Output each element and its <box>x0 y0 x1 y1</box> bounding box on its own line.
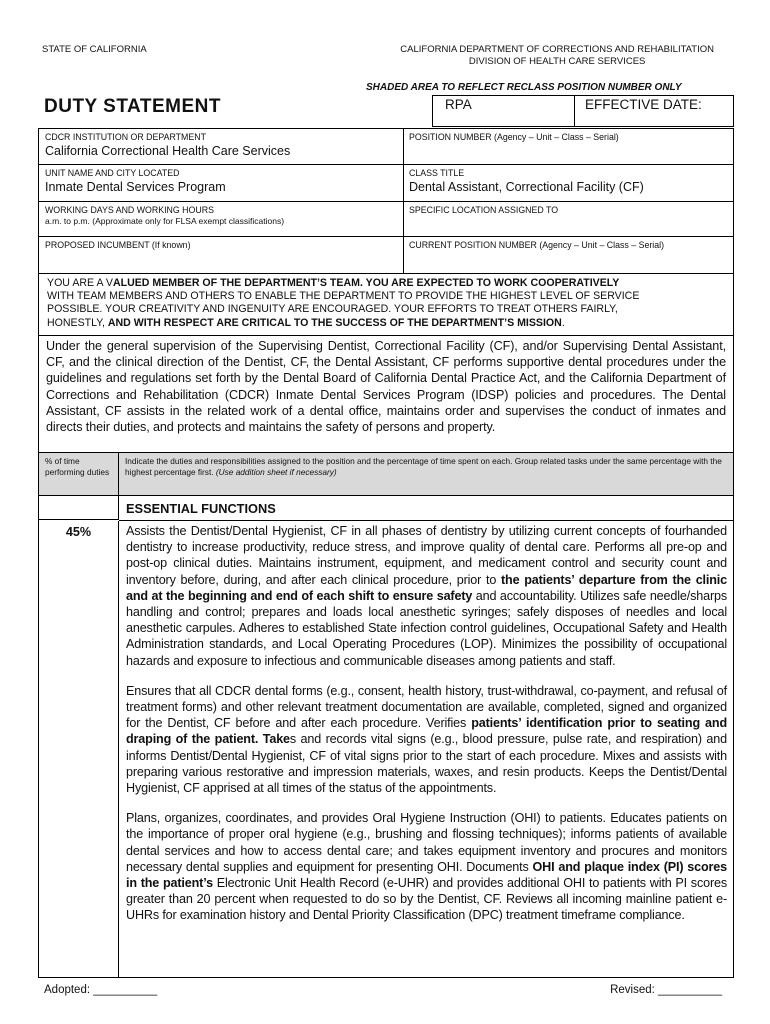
percent-value: 45% <box>65 525 92 539</box>
unit-label: UNIT NAME AND CITY LOCATED <box>45 168 180 178</box>
institution-value: California Correctional Health Care Services <box>45 144 291 158</box>
team-line-4: HONESTLY, AND WITH RESPECT ARE CRITICAL TO THE SUCCESS OF THE DEPARTMENT’S MISSION. <box>47 316 565 329</box>
duty-paragraph-3: Plans, organizes, coordinates, and provides Oral Hygiene Instruction (OHI) to patients. Educates patients on the importance of proper oral hygiene (e.g., brushing and flossing techniques); informs patients of available dental services and how to access dental care; and takes equipment inventory and procures and monitors necessary dental supplies and equipment for presenting OHI. Documents OHI and plaque index (PI) scores in the patient’s Electronic Unit Health Record (e-UHR) and provides additional OHI to patients with PI scores greater than 20 percent when requested to do so by the Dentist, CF. Reviews all incoming mainline patient e-UHRs for examination history and Dental Priority Classification (DPC) treatment timeframe compliance. <box>126 811 727 923</box>
percent-time-header: % of time performing duties <box>39 453 119 495</box>
form-row-incumbent <box>39 237 733 274</box>
class-title-label: CLASS TITLE <box>409 168 465 178</box>
form-row-unit <box>39 165 733 202</box>
institution-field[interactable] <box>39 129 404 164</box>
duties-header-row <box>39 453 733 496</box>
division-name: DIVISION OF HEALTH CARE SERVICES <box>468 56 646 67</box>
effective-date-field[interactable]: EFFECTIVE DATE: <box>574 95 734 127</box>
shaded-area-note: SHADED AREA TO REFLECT RECLASS POSITION NUMBER ONLY <box>366 82 682 93</box>
team-statement <box>39 274 733 336</box>
unit-value: Inmate Dental Services Program <box>45 180 226 194</box>
percent-cell-empty <box>39 496 119 520</box>
essential-functions-row <box>39 521 733 977</box>
duties-instructions: Indicate the duties and responsibilities assigned to the position and the percentage of time spent on each. Group related tasks under the same percentage with the highest percentage first. (Use addition sheet if necessary) <box>125 456 722 477</box>
class-title-field[interactable] <box>404 165 733 201</box>
form-row-institution <box>39 129 733 165</box>
state-header: STATE OF CALIFORNIA <box>42 44 147 55</box>
working-hours-note: a.m. to p.m. (Approximate only for FLSA exempt classifications) <box>45 216 285 226</box>
team-line-1: YOU ARE A VALUED MEMBER OF THE DEPARTMENT’S TEAM. YOU ARE EXPECTED TO WORK COOPERATIVELY <box>47 277 620 289</box>
class-title-value: Dental Assistant, Correctional Facility (CF) <box>409 180 644 194</box>
duty-paragraph-1: Assists the Dentist/Dental Hygienist, CF in all phases of dentistry by utilizing current concepts of fourhanded dentistry to increase productivity, reduce stress, and improve quality of dental care. Performs all pre-op and post-op clinical duties. Maintains instrument, equipment, and medicament control and security count and inventory before, during, and after each clinical procedure, prior to the patients’ departure from the clinic and at the beginning and end of each shift to ensure safety and accountability. Utilizes safe needle/sharps handling and control; prepares and loads local anesthetic syringes; safely disposes of needles and local anesthetic carpules. Adheres to established State infection control guidelines, Occupational Safety and Health Administration standards, and Local Operating Procedures (LOP). Minimizes the possibility of occupational hazards and exposure to infectious and communicable diseases among patients and staff. <box>126 524 727 668</box>
team-line-3: POSSIBLE. YOUR CREATIVITY AND INGENUITY ARE ENCOURAGED. YOUR EFFORTS TO TREAT OTHERS FAIRLY, <box>47 303 618 316</box>
department-header <box>400 44 714 68</box>
rpa-field[interactable]: RPA <box>432 95 574 127</box>
position-summary: Under the general supervision of the Supervising Dentist, Correctional Facility (CF), and/or Supervising Dental Assistant, CF, and the clinical direction of the Dentist, CF, the Dental Assistant, CF performs supportive dental procedures under the guidelines and regulations set forth by the Dental Board of California Dental Practice Act, and the California Department of Corrections and Rehabilitation (CDCR) Inmate Dental Services Program (IDSP) policies and procedures. The Dental Assistant, CF assists in the related work of a dental office, maintains order and supervises the conduct of inmates and directs their duties, and protects and maintains the safety of persons and property. <box>39 336 733 453</box>
current-position-label: CURRENT POSITION NUMBER (Agency – Unit – Class – Serial) <box>409 240 665 250</box>
duty-statement-form <box>38 128 734 978</box>
page-title: DUTY STATEMENT <box>44 96 221 117</box>
current-position-field[interactable] <box>404 237 733 273</box>
institution-label: CDCR INSTITUTION OR DEPARTMENT <box>45 132 206 142</box>
essential-functions-header-row <box>39 496 733 521</box>
proposed-incumbent-field[interactable] <box>39 237 404 273</box>
specific-location-field[interactable] <box>404 202 733 236</box>
position-number-field[interactable] <box>404 129 733 164</box>
essential-functions-cell <box>119 496 733 521</box>
duty-paragraph-2: Ensures that all CDCR dental forms (e.g., consent, health history, trust-withdrawal, co-payment, and refusal of treatment forms) and other relevant treatment documentation are available, completed, signed and organized for the Dentist, CF before and after each procedure. Verifies patients’ identification prior to seating and draping of the patient. Takes and records vital signs (e.g., blood pressure, pulse rate, and respiration) and informs Dentist/Dental Hygienist, CF of vital signs prior to the start of each procedure. Mixes and assists with preparing various restorative and impression materials, waxes, and resin products. Keeps the Dentist/Dental Hygienist, CF apprised at all times of the status of the appointments. <box>126 683 727 796</box>
department-name: CALIFORNIA DEPARTMENT OF CORRECTIONS AND REHABILITATION <box>400 44 714 55</box>
working-hours-field[interactable] <box>39 202 404 236</box>
unit-field[interactable] <box>39 165 404 201</box>
proposed-incumbent-label: PROPOSED INCUMBENT (If known) <box>45 240 191 250</box>
revised-field: Revised: __________ <box>610 984 722 996</box>
adopted-field: Adopted: __________ <box>44 984 158 996</box>
position-number-label: POSITION NUMBER (Agency – Unit – Class – Serial) <box>409 132 619 142</box>
form-row-working-hours <box>39 202 733 237</box>
essential-functions-heading: ESSENTIAL FUNCTIONS <box>126 501 276 516</box>
team-line-2: WITH TEAM MEMBERS AND OTHERS TO ENABLE THE DEPARTMENT TO PROVIDE THE HIGHEST LEVEL OF SERVICE <box>47 290 640 303</box>
specific-location-label: SPECIFIC LOCATION ASSIGNED TO <box>409 205 559 215</box>
duties-text <box>119 521 733 977</box>
working-days-label: WORKING DAYS AND WORKING HOURS <box>45 205 214 215</box>
percent-cell <box>39 521 119 977</box>
